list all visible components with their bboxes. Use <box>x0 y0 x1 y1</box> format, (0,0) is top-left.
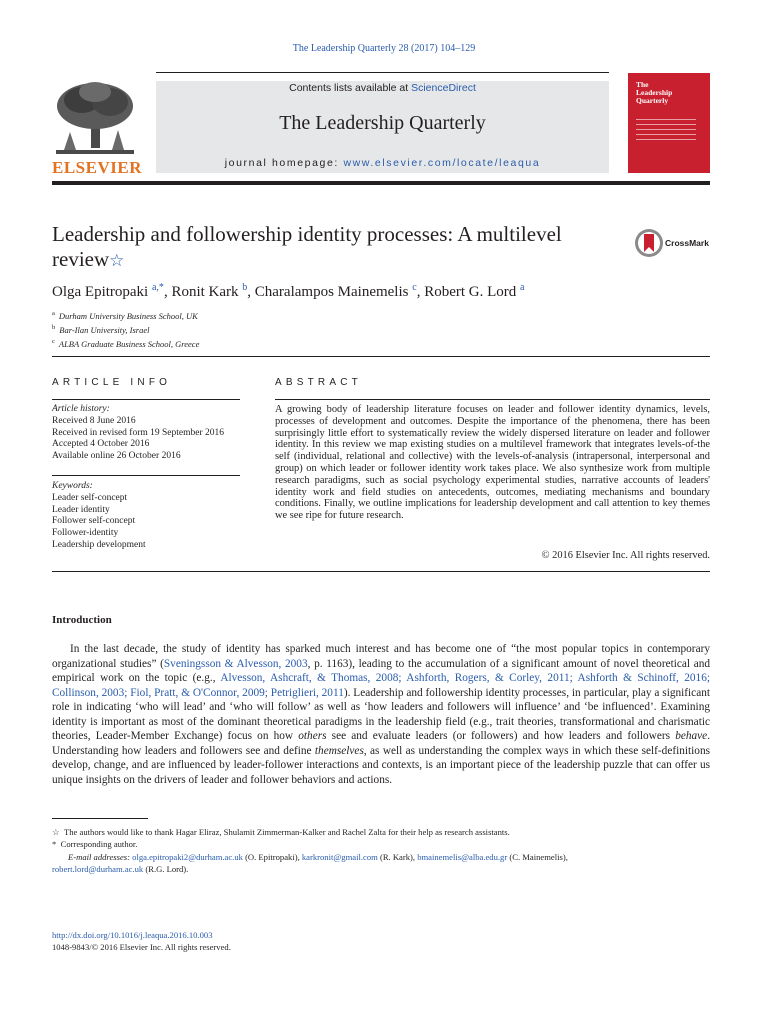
email-owner: (O. Epitropaki), <box>242 851 302 862</box>
email-link[interactable]: karkronit@gmail.com <box>301 851 378 862</box>
author-affiliation-marker[interactable]: a,* <box>151 282 164 293</box>
email-link[interactable]: robert.lord@durham.ac.uk <box>52 863 144 874</box>
email-label: E-mail addresses: <box>68 851 130 862</box>
email-link[interactable]: bmainemelis@alba.edu.gr <box>417 851 508 862</box>
author-affiliation-marker[interactable]: c <box>412 282 417 293</box>
footnote-rule <box>52 818 148 819</box>
affiliation-text: ALBA Graduate Business School, Greece <box>58 338 200 349</box>
author-name: Ronit Kark <box>171 284 239 300</box>
article-title <box>52 222 592 273</box>
history-item: Accepted 4 October 2016 <box>52 439 150 450</box>
email-owner: (R.G. Lord). <box>143 863 189 874</box>
footnote-thanks-text: The authors would like to thank Hagar Eliraz, Shulamit Zimmerman-Kalker and Rachel Zalta for their help as research assistants. <box>64 827 510 837</box>
article-info-heading: ARTICLE INFO <box>52 377 172 388</box>
intro-emphasis: behave <box>675 730 708 742</box>
intro-text: ). Leadership and followership identity processes, in particular, play a significant role in indicating ‘who will lead’ and ‘who will follow’ as well as ‘how leaders and followers will influence’ and ‘be influenced’. Examining identity is important as most of the dominant theoretical paradigms in the leadership field (e.g., trait theories, transformational and charismatic theories, Leader-Member Exchange) focus on how <box>52 686 710 742</box>
sciencedirect-link[interactable]: ScienceDirect <box>411 82 476 94</box>
author-name: Olga Epitropaki <box>52 284 149 300</box>
affiliation-marker: c <box>52 337 55 345</box>
cover-decoration <box>636 119 696 144</box>
affiliation-text: Durham University Business School, UK <box>58 310 198 321</box>
crossmark-button[interactable] <box>634 228 714 258</box>
abstract-rule <box>275 399 710 400</box>
footnote-emails <box>52 851 710 863</box>
email-owner: (C. Mainemelis), <box>507 851 568 862</box>
abstract-heading: ABSTRACT <box>275 377 362 388</box>
intro-emphasis: themselves <box>314 744 364 757</box>
doi-block <box>52 929 231 953</box>
homepage-line <box>156 157 609 169</box>
author-separator: , <box>163 284 172 300</box>
header-thick-rule <box>52 181 710 185</box>
intro-text: , as well as understanding the complex ways in which these self-definitions develop, change, and are influenced by leader-follower interactions and contexts, is an important piece of the leadership puzzle that can offer us unique insights on the drivers of leader and follower behaviors and actions. <box>52 744 710 786</box>
contents-line <box>156 82 609 94</box>
footnote-corresponding-text: Corresponding author. <box>60 839 138 850</box>
citation-link[interactable]: Sveningsson & Alvesson, 2003 <box>163 657 308 670</box>
email-owner: (R. Kark), <box>377 851 418 862</box>
history-item: Available online 26 October 2016 <box>52 451 181 462</box>
journal-masthead <box>156 81 609 173</box>
homepage-prefix: journal homepage: <box>224 157 344 169</box>
keyword-item: Leader self-concept <box>52 492 128 503</box>
affiliation-item <box>52 336 452 350</box>
elsevier-wordmark: ELSEVIER <box>52 158 142 177</box>
author-list <box>52 282 692 301</box>
keyword-item: Follower self-concept <box>52 516 136 527</box>
abstract-text: A growing body of leadership literature focuses on leader and follower identity dynamics, levels, processes of development and outcomes. Despite the importance of the phenomena, there has been surprisingly little effort to systematically review the widely dispersed literature on leader and follower identity. In this review we map existing studies on a multilevel framework that integrates levels-of-the self (individual, relational and collective) with the levels-of-analysis (intrapersonal, interpersonal and group) on which leader or follower identity work takes place. We also synthesize work from multiple research paradigms, such as social psychology experimental studies, narrative accounts of leaders' identity work and field studies on antecedents, outcomes, mediating mechanisms and boundary conditions. Finally, we outline implications for leadership development and call attention to key themes we see ripe for future research. <box>275 404 710 522</box>
introduction-paragraph <box>52 642 710 787</box>
journal-citation[interactable]: The Leadership Quarterly 28 (2017) 104–129 <box>292 43 476 54</box>
issn-line: 1048-9843/© 2016 Elsevier Inc. All rights reserved. <box>52 942 231 952</box>
author-affiliation-marker[interactable]: a <box>520 282 525 293</box>
title-footnote-star[interactable]: ☆ <box>109 251 125 270</box>
footnote-star: ☆ <box>52 827 60 837</box>
author-separator: , <box>247 284 255 300</box>
history-item: Received in revised form 19 September 2016 <box>52 427 225 438</box>
keyword-item: Leadership development <box>52 539 146 550</box>
journal-cover-image <box>628 73 710 173</box>
header-rule <box>156 72 609 73</box>
doi-link[interactable]: http://dx.doi.org/10.1016/j.leaqua.2016.10.003 <box>52 930 213 940</box>
affiliation-item <box>52 322 452 336</box>
crossmark-icon <box>634 228 664 258</box>
keywords-list <box>52 481 240 552</box>
keywords-label: Keywords: <box>52 481 93 491</box>
crossmark-label: CrossMark <box>665 238 709 248</box>
introduction-heading: Introduction <box>52 614 112 626</box>
journal-title: The Leadership Quarterly <box>279 112 486 134</box>
affiliation-marker: b <box>52 323 56 331</box>
abstract-bottom-rule <box>52 571 710 572</box>
citation-link[interactable]: Alvesson, Ashcraft, & Thomas, 2008; Ashforth, Rogers, & Corley, 2011; Ashforth & Schinoff, 2016; Collinson, 2003; Fiol, Pratt, & O'Connor, 2009; Petriglieri, 2011 <box>52 672 710 699</box>
author-name: Charalampos Mainemelis <box>254 284 409 300</box>
affiliation-text: Bar-Ilan University, Israel <box>59 324 150 335</box>
keywords-rule <box>52 475 240 476</box>
keyword-item: Leader identity <box>52 504 110 515</box>
email-link[interactable]: olga.epitropaki2@durham.ac.uk <box>132 851 243 862</box>
journal-homepage-link[interactable]: www.elsevier.com/locate/leaqua <box>343 157 541 169</box>
article-title-text: Leadership and followership identity processes: A multilevel review <box>52 222 562 271</box>
history-item: Received 8 June 2016 <box>52 415 136 426</box>
section-divider <box>52 356 710 357</box>
footnotes <box>52 826 710 875</box>
footnote-thanks <box>52 826 710 838</box>
intro-text: , p. 1163), leading to the accumulation of a significant amount of novel theoretical and empirical work on the topic (e.g., <box>52 657 711 684</box>
cover-title: The Leadership Quarterly <box>636 80 673 105</box>
author-name: Robert G. Lord <box>424 284 517 300</box>
affiliation-marker: a <box>52 310 55 317</box>
article-info-rule <box>52 399 240 400</box>
author-separator: , <box>416 284 425 300</box>
article-history-label: Article history: <box>52 404 110 414</box>
intro-text: In the last decade, the study of identity has sparked much interest and has become one of “the most popular topics in contemporary organizational studies” ( <box>52 643 710 670</box>
footnote-corresponding <box>52 838 710 850</box>
abstract-copyright: © 2016 Elsevier Inc. All rights reserved. <box>541 550 710 561</box>
affiliation-list <box>52 308 452 349</box>
elsevier-tree-icon <box>52 80 138 156</box>
keyword-item: Follower-identity <box>52 528 119 539</box>
affiliation-item <box>52 308 452 322</box>
intro-emphasis: others <box>298 730 327 742</box>
footnote-emails-cont <box>52 863 710 875</box>
footnote-asterisk: * <box>52 839 57 850</box>
author-affiliation-marker[interactable]: b <box>242 282 248 293</box>
contents-prefix: Contents lists available at <box>289 82 412 94</box>
intro-text: . Understanding how leaders and followers see and define <box>52 730 711 757</box>
intro-text: see and evaluate leaders (or followers) and how leaders and followers <box>326 730 676 742</box>
elsevier-logo <box>52 80 142 177</box>
article-history <box>52 404 240 463</box>
